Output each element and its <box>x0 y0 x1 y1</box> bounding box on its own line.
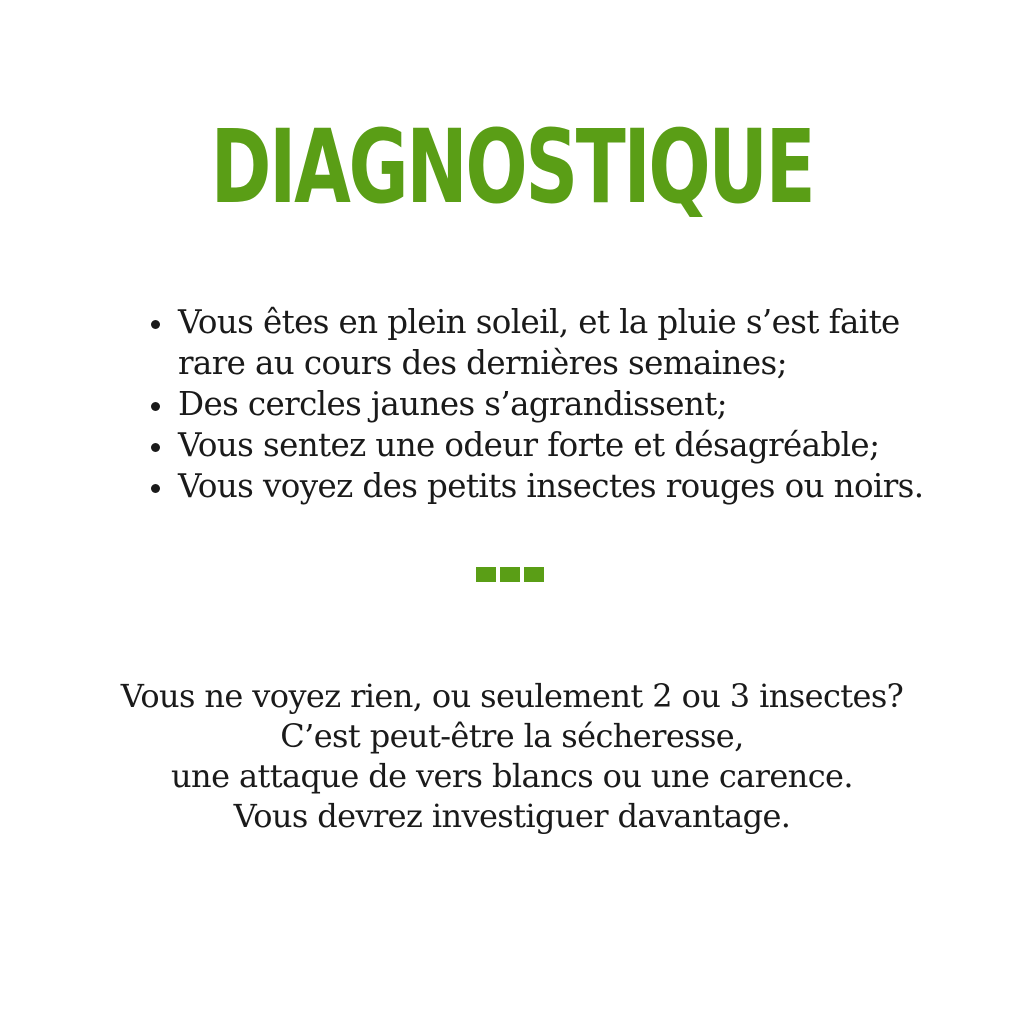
list-item-text-continued: rare au cours des dernières semaines; <box>178 344 787 382</box>
list-item <box>178 384 978 425</box>
bullet-icon <box>151 484 160 493</box>
conclusion-line: Vous ne voyez rien, ou seulement 2 ou 3 insectes? <box>120 677 904 715</box>
conclusion-line: C’est peut-être la sécheresse, <box>280 717 744 755</box>
separator-squares <box>476 567 544 582</box>
conclusion-text <box>0 676 1024 836</box>
bullet-icon <box>151 402 160 411</box>
list-item-text: Vous êtes en plein soleil, et la pluie s’est faite <box>178 303 900 341</box>
list-item <box>178 425 978 466</box>
conclusion-line: une attaque de vers blancs ou une carence. <box>171 757 853 795</box>
separator-square-icon <box>524 567 544 582</box>
page-title: DIAGNOSTIQUE <box>210 109 814 228</box>
list-item-text: Des cercles jaunes s’agrandissent; <box>178 385 728 423</box>
list-item-text: Vous voyez des petits insectes rouges ou noirs. <box>178 467 924 505</box>
bullet-icon <box>151 320 160 329</box>
list-item <box>178 466 978 507</box>
bullet-icon <box>151 443 160 452</box>
symptom-list <box>178 302 978 507</box>
separator-square-icon <box>500 567 520 582</box>
separator-square-icon <box>476 567 496 582</box>
conclusion-line: Vous devrez investiguer davantage. <box>233 797 791 835</box>
list-item-text: Vous sentez une odeur forte et désagréable; <box>178 426 880 464</box>
list-item <box>178 302 978 384</box>
